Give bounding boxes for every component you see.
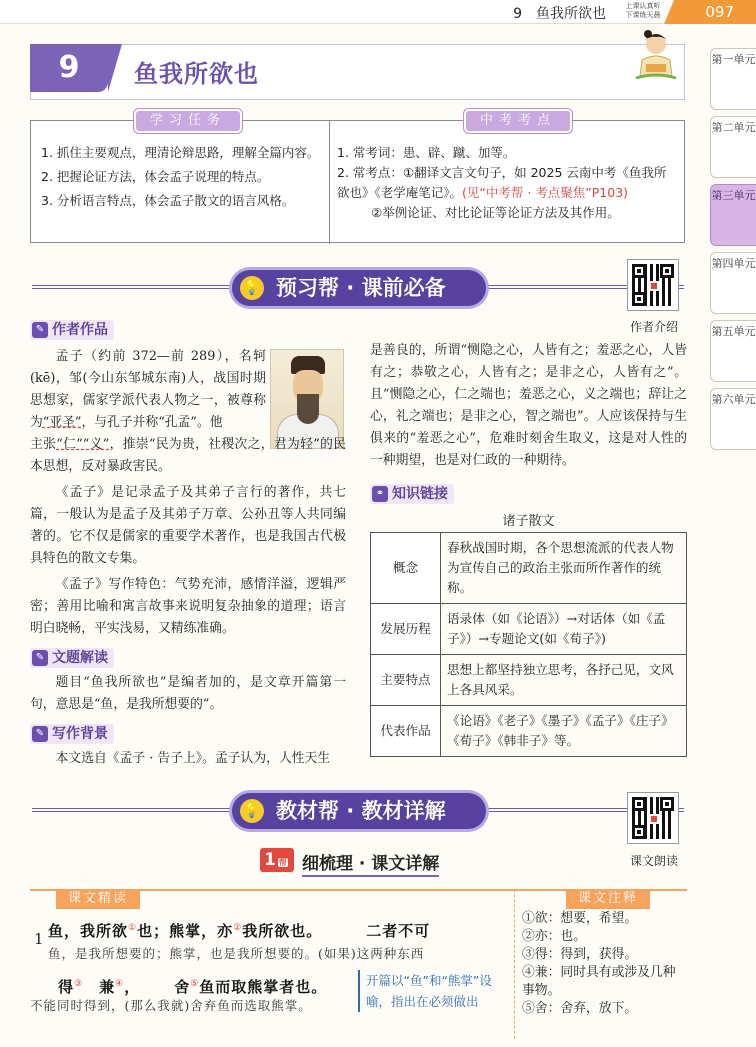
qr-code-author-icon[interactable]: [628, 260, 678, 310]
author-paragraph-2: 《孟子》是记录孟子及其弟子言行的著作，共七篇，一般认为是孟子及其弟子万章、公孙丑等人共同编著的。它不仅是儒家的重要学术著作，也是我国古代极具特色的散文专集。: [30, 485, 346, 566]
textbook-banner-title: 教材帮 · 教材详解: [276, 799, 446, 823]
header-tip-line1: 上课认真听: [625, 2, 661, 10]
translation-line-2: 不能同时得到，(那么我就)舍弃鱼而选取熊掌。: [30, 998, 312, 1013]
subsection-number: [260, 848, 294, 872]
classical-text: 鱼而取熊掌者也。: [199, 978, 328, 996]
section-head-background: [30, 724, 114, 744]
reading-column-divider: [514, 889, 515, 1039]
table-row: [371, 655, 687, 706]
subsection-num: 1: [264, 850, 276, 870]
table-row: [371, 706, 687, 757]
header-tip-line2: 下课练天晨: [625, 11, 661, 19]
section-head-knowledge: [370, 484, 454, 504]
section-head-label: 文题解读: [52, 650, 108, 666]
table-key: 代表作品: [371, 706, 441, 757]
note-item: ④兼：同时具有或涉及几种事物。: [522, 965, 676, 998]
preview-banner: [232, 270, 486, 306]
unit-tab-2[interactable]: [710, 116, 756, 178]
background-text-right: 是善良的，所谓“恻隐之心，人皆有之；羞恶之心，人皆有之；恭敬之心，人皆有之；是非之心，人皆有之”。且“恻隐之心，仁之端也；羞恶之心，义之端也；辞让之心，礼之端也；是非之心，智之端也”。人应该保持与生俱来的“羞恶之心”，危难时刻舍生取义，这是对人性的一种期望，也是对仁政的一种期待。: [370, 343, 687, 468]
classical-text: 也；熊掌，亦: [137, 922, 234, 940]
margin-note: 开篇以“鱼”和“熊掌”设喻，指出在必须做出: [358, 970, 508, 1012]
unit-tab-label: 第五单元: [711, 325, 756, 338]
task-list: [41, 143, 323, 211]
book-icon: ✎: [32, 322, 48, 338]
author-paragraph-1b: 主张“仁”“义”，推崇“民为贵，社稷次之，君为轻”的民本思想，反对暴政害民。: [30, 437, 346, 474]
exam-points-list: [337, 143, 677, 223]
exam-point-item: [337, 163, 677, 203]
table-key: 概念: [371, 533, 441, 604]
table-row: [371, 604, 687, 655]
background-text-left: 本文选自《孟子 · 告子上》。孟子认为，人性天生: [55, 751, 331, 766]
textbook-banner: [232, 793, 486, 829]
author-paragraph-3: 《孟子》写作特色：气势充沛，感情洋溢，逻辑严密；善用比喻和寓言故事来说明复杂抽象的道理；语言明白晓畅，平实浅易，又精练准确。: [30, 577, 346, 636]
notes-label: 课文注释: [566, 889, 650, 909]
classical-line-2: 得③ 兼④， 舍⑤鱼而取熊掌者也。: [58, 978, 328, 996]
close-reading-label: 课文精读: [56, 889, 140, 909]
classical-text: 兼: [99, 978, 116, 996]
table-value: 《论语》《老子》《墨子》《孟子》《庄子》《荀子》《韩非子》等。: [441, 706, 687, 757]
translation-line-1: 鱼，是我所想要的；熊掌，也是我所想要的。(如果)这两种东西: [48, 946, 425, 961]
exam-point-reference[interactable]: (见“中考帮 · 考点聚焦”P103): [462, 185, 629, 200]
section-head-author: [30, 320, 114, 340]
classical-text: 鱼，我所欲: [48, 922, 129, 940]
subsection-title: 细梳理 · 课文详解: [302, 849, 439, 877]
classical-text: 舍: [174, 978, 191, 996]
note-item: ②亦：也。: [522, 929, 586, 944]
unit-tab-label: 第四单元: [711, 257, 756, 270]
cartoon-reader-icon: [632, 30, 680, 82]
task-item: 3. 分析语言特点，体会孟子散文的语言风格。: [41, 193, 295, 208]
section-head-title-interp: [30, 648, 114, 668]
note-item: ⑤舍：舍弃，放下。: [522, 1001, 638, 1016]
table-row: [371, 533, 687, 604]
table-value: 春秋战国时期，各个思想流派的代表人物为宣传自己的政治主张而所作著作的统称。: [441, 533, 687, 604]
unit-tab-6[interactable]: [710, 388, 756, 450]
book-icon: ✎: [32, 726, 48, 742]
book-icon: ✎: [32, 650, 48, 666]
unit-tab-label: 第六单元: [711, 393, 756, 406]
author-paragraph-1a: 孟子（约前 372—前 289），名轲(kē)，邹(今山东邹城东南)人，战国时期思想家，儒家学派代表人物之一，被尊称为“亚圣”，与孔子并称“孔孟”。他: [30, 349, 266, 430]
qr-label-author: 作者介绍: [630, 320, 679, 334]
qr-code-reading-icon[interactable]: [628, 793, 678, 843]
table-value: 思想上都坚持独立思考，各抒己见，文风上各具风采。: [441, 655, 687, 706]
task-item: 2. 把握论证方法，体会孟子说理的特点。: [41, 169, 270, 184]
lightbulb-icon: 💡: [240, 276, 264, 300]
paragraph-number: 1: [34, 930, 44, 948]
unit-tab-label: 第二单元: [711, 121, 756, 134]
preview-banner-title: 预习帮 · 课前必备: [276, 276, 446, 300]
section-head-label: 知识链接: [392, 486, 448, 502]
classical-text: 得: [58, 978, 75, 996]
exam-point-item: 1. 常考词：患、辟、蹴、加等。: [337, 145, 516, 160]
unit-tab-label: 第一单元: [711, 53, 756, 66]
classical-text: 二者不可: [366, 922, 431, 940]
learning-tasks-label: 学习任务: [136, 111, 240, 131]
philosophers-prose-table: [370, 532, 687, 757]
unit-tab-label: 第三单元: [711, 189, 756, 202]
section-head-label: 作者作品: [52, 322, 108, 338]
link-icon: ⚭: [372, 486, 388, 502]
running-header-title: 9 鱼我所欲也: [513, 6, 606, 22]
unit-tab-3[interactable]: [710, 184, 756, 246]
unit-tab-4[interactable]: [710, 252, 756, 314]
table-title: 诸子散文: [502, 514, 555, 529]
exam-point-text: 2. 常考点：①翻译文言文句子，如 2025 云南中考《鱼我所欲也》《老学庵笔记》。: [337, 165, 667, 200]
note-item: ③得：得到，获得。: [522, 947, 638, 962]
subsection-tag: 帮: [278, 858, 287, 867]
table-key: 发展历程: [371, 604, 441, 655]
note-item: ①欲：想要，希望。: [522, 911, 638, 926]
exam-points-label: 中考考点: [466, 111, 570, 131]
table-value: 语录体（如《论语》）→对话体（如《孟子》）→专题论文(如《荀子》): [441, 604, 687, 655]
classical-line-1: 鱼，我所欲①也；熊掌，亦②我所欲也。 二者不可: [48, 922, 431, 940]
lightbulb-icon: 💡: [240, 799, 264, 823]
top-header-bar: [0, 0, 756, 24]
lesson-title-box: [30, 44, 685, 100]
title-interp-text: 题目“鱼我所欲也”是编者加的，是文章开篇第一句，意思是“鱼，是我所想要的”。: [30, 675, 346, 712]
notes-list: [522, 910, 686, 1018]
task-item: 1. 抓住主要观点，理清论辩思路，理解全篇内容。: [41, 145, 320, 160]
page-number: 097: [674, 0, 756, 24]
classical-text: 我所欲也。: [242, 922, 323, 940]
unit-tab-5[interactable]: [710, 320, 756, 382]
classical-text: ，: [124, 978, 141, 996]
qr-label-reading: 课文朗读: [630, 854, 679, 868]
section-head-label: 写作背景: [52, 726, 108, 742]
exam-point-item: ②举例论证、对比论证等论证方法及其作用。: [371, 205, 620, 220]
learning-tasks-box: [30, 120, 685, 243]
header-tip: [618, 2, 668, 20]
lesson-title: 鱼我所欲也: [134, 60, 259, 88]
lesson-number: 9: [30, 44, 108, 92]
tasks-divider: [329, 121, 330, 244]
table-key: 主要特点: [371, 655, 441, 706]
unit-tab-1[interactable]: [710, 48, 756, 110]
